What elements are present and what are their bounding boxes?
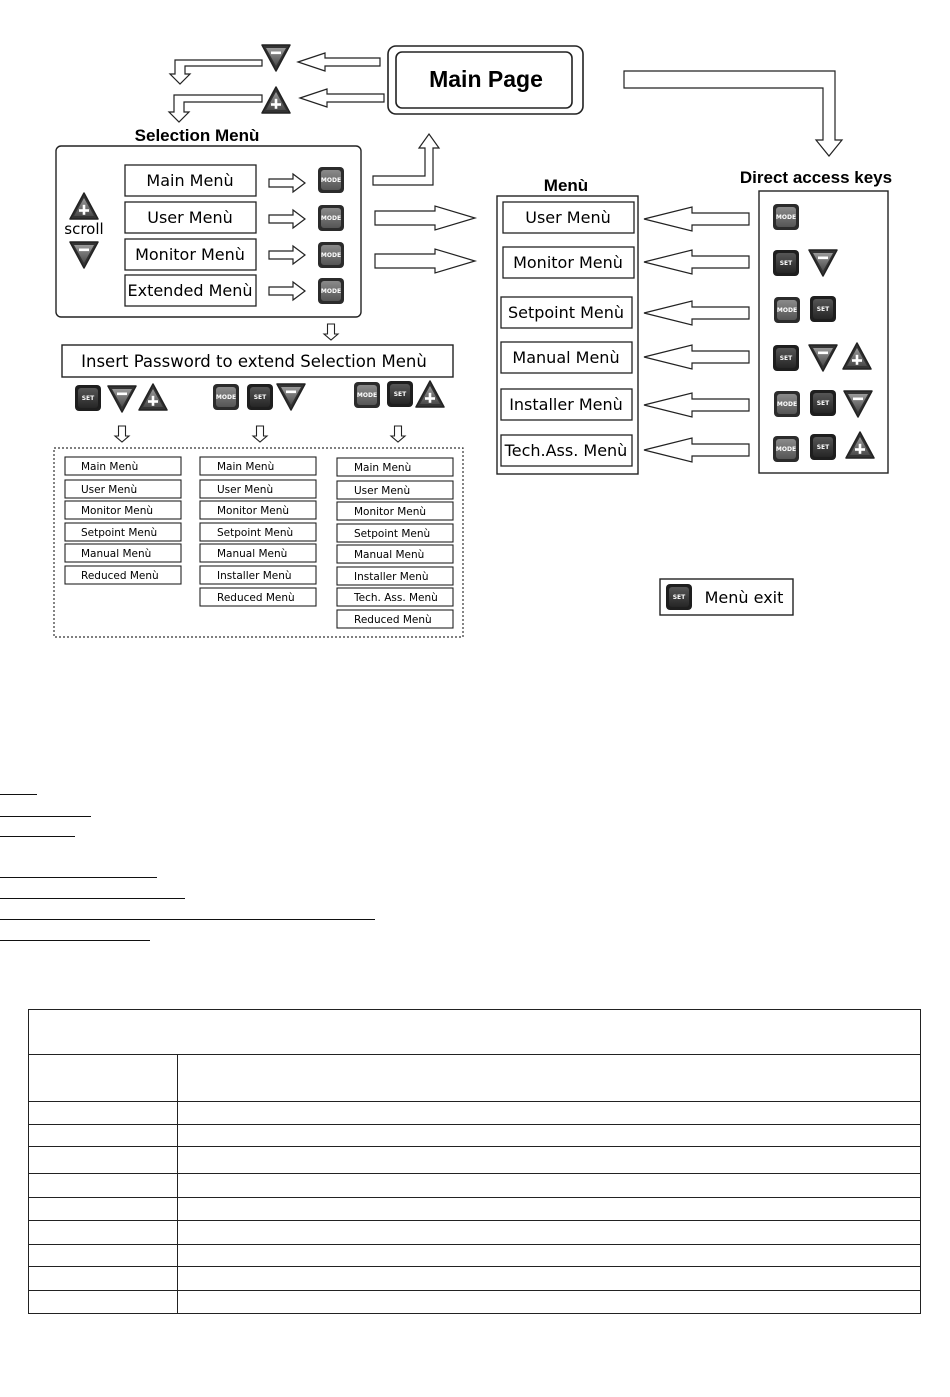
table-cell [178, 1244, 921, 1267]
svg-text:SET: SET [816, 400, 830, 407]
svg-text:Main Menù: Main Menù [217, 461, 275, 473]
mode-key-icon [773, 436, 799, 462]
set-key-icon [773, 250, 799, 276]
mode-key-icon [774, 391, 800, 417]
menu-title: Menù [543, 176, 589, 195]
table-cell [178, 1147, 921, 1174]
svg-text:MODE: MODE [320, 252, 342, 259]
table-cell [29, 1291, 178, 1314]
table-cell [29, 1101, 178, 1124]
table-row [29, 1124, 921, 1147]
svg-text:Extended Menù: Extended Menù [127, 281, 253, 300]
table-row [29, 1267, 921, 1291]
mode-key-icon [774, 297, 800, 323]
mode-key-icon [318, 278, 344, 304]
table-cell [29, 1198, 178, 1221]
table-cell [178, 1124, 921, 1147]
svg-text:MODE: MODE [775, 214, 797, 221]
svg-text:MODE: MODE [775, 446, 797, 453]
password-box [62, 345, 453, 377]
selection-menu-title: Selection Menù [134, 126, 260, 145]
table-cell [29, 1055, 178, 1102]
svg-text:SET: SET [253, 394, 267, 401]
svg-text:MODE: MODE [215, 394, 237, 401]
svg-text:Installer Menù: Installer Menù [354, 571, 429, 583]
mode-key-icon [213, 384, 239, 410]
svg-text:MODE: MODE [320, 288, 342, 295]
svg-text:Installer Menù: Installer Menù [217, 570, 292, 582]
svg-text:Monitor Menù: Monitor Menù [354, 506, 427, 518]
table-cell [29, 1267, 178, 1291]
direct-keys-title: Direct access keys [739, 168, 893, 187]
svg-text:Monitor Menù: Monitor Menù [513, 253, 623, 272]
elbow-arrow-to-main [373, 134, 439, 185]
svg-text:MODE: MODE [320, 177, 342, 184]
table-row [29, 1147, 921, 1174]
mode-key-icon [773, 204, 799, 230]
table-cell [178, 1055, 921, 1102]
main-page-label: Main Page [429, 66, 543, 92]
scroll-label: scroll [64, 220, 104, 238]
mode-key-icon [318, 205, 344, 231]
svg-text:Setpoint Menù: Setpoint Menù [507, 303, 625, 322]
arrow-down-list-1 [115, 426, 129, 442]
table-cell [178, 1267, 921, 1291]
extended-list-2 [200, 457, 316, 606]
selection-item-extended [125, 275, 256, 306]
menu-box [497, 196, 638, 474]
svg-text:Manual Menù: Manual Menù [81, 548, 152, 560]
svg-text:MODE: MODE [320, 215, 342, 222]
svg-text:Setpoint Menù: Setpoint Menù [217, 527, 294, 539]
set-key-icon [810, 296, 836, 322]
menu-item-tech-ass [501, 435, 632, 466]
menu-item-installer [501, 389, 632, 420]
table-cell [29, 1174, 178, 1198]
extended-list-1 [65, 457, 181, 584]
svg-text:Main Menù: Main Menù [146, 171, 234, 190]
svg-text:SET: SET [779, 355, 793, 362]
mode-key-icon [354, 382, 380, 408]
svg-text:Monitor Menù: Monitor Menù [135, 245, 245, 264]
extended-list-3 [337, 458, 453, 628]
svg-text:Setpoint Menù: Setpoint Menù [81, 527, 158, 539]
selection-item-user [125, 202, 256, 233]
minus-key-icon [277, 384, 305, 410]
svg-text:SET: SET [672, 594, 686, 601]
underline-bar [0, 940, 150, 941]
svg-text:Manual Menù: Manual Menù [354, 549, 425, 561]
arrow-main-to-minus [298, 53, 380, 71]
selection-item-monitor [125, 239, 256, 270]
menu-exit-label: Menù exit [704, 588, 784, 607]
svg-text:Monitor Menù: Monitor Menù [217, 505, 290, 517]
set-key-icon [773, 345, 799, 371]
table-cell [29, 1147, 178, 1174]
svg-text:Main Menù: Main Menù [354, 462, 412, 474]
underline-bar [0, 898, 185, 899]
underline-bar [0, 836, 75, 837]
set-key-icon [75, 385, 101, 411]
table-row [29, 1174, 921, 1198]
table-cell [178, 1291, 921, 1314]
menu-structure-diagram [0, 0, 950, 660]
underline-bar [0, 877, 157, 878]
mode-key-icon [318, 167, 344, 193]
table-row [29, 1198, 921, 1221]
selection-item-main [125, 165, 256, 196]
table-row [29, 1055, 921, 1102]
underline-bar [0, 794, 37, 795]
svg-text:SET: SET [816, 444, 830, 451]
arrow-key-to-setpoint [644, 301, 749, 325]
svg-text:SET: SET [81, 395, 95, 402]
main-page-box [388, 46, 583, 114]
svg-text:SET: SET [393, 391, 407, 398]
empty-table [28, 1009, 921, 1314]
menu-item-user [503, 202, 634, 233]
svg-text:Tech.Ass. Menù: Tech.Ass. Menù [504, 441, 628, 460]
underline-bar [0, 816, 91, 817]
svg-text:User Menù: User Menù [525, 208, 611, 227]
set-key-icon [247, 384, 273, 410]
arrow-main-to-plus [300, 89, 384, 107]
minus-key-icon [108, 386, 136, 412]
arrow-key-to-user [644, 207, 749, 231]
direct-keys-box [759, 191, 888, 473]
arrow-key-to-manual [644, 345, 749, 369]
svg-text:MODE: MODE [776, 307, 798, 314]
elbow-arrow-plus [169, 95, 262, 122]
table-cell [29, 1010, 921, 1055]
arrow-down-list-3 [391, 426, 405, 442]
menu-exit-box [660, 579, 793, 615]
svg-text:Reduced Menù: Reduced Menù [217, 592, 295, 604]
set-key-icon [810, 390, 836, 416]
table-row [29, 1220, 921, 1244]
table-row [29, 1244, 921, 1267]
elbow-arrow-to-direct-keys [624, 71, 842, 156]
table-row [29, 1101, 921, 1124]
menu-item-monitor [503, 247, 634, 278]
svg-text:Installer Menù: Installer Menù [509, 395, 623, 414]
arrow-to-password [324, 324, 338, 340]
mode-key-icon [318, 242, 344, 268]
table-cell [178, 1174, 921, 1198]
svg-text:MODE: MODE [776, 401, 798, 408]
svg-text:Monitor Menù: Monitor Menù [81, 505, 154, 517]
arrow-to-user-menu [375, 206, 475, 230]
table-header-row [29, 1010, 921, 1055]
svg-text:MODE: MODE [356, 392, 378, 399]
arrow-key-to-tech-ass [644, 438, 749, 462]
arrow-key-to-installer [644, 393, 749, 417]
svg-text:Reduced Menù: Reduced Menù [81, 570, 159, 582]
plus-key-icon [139, 384, 167, 410]
set-key-icon [387, 381, 413, 407]
menu-item-setpoint [501, 297, 632, 328]
underline-bar [0, 919, 375, 920]
table-cell [29, 1220, 178, 1244]
svg-text:SET: SET [816, 306, 830, 313]
menu-item-manual [501, 342, 632, 373]
arrow-down-list-2 [253, 426, 267, 442]
svg-text:Manual Menù: Manual Menù [217, 548, 288, 560]
svg-text:User Menù: User Menù [81, 484, 138, 496]
table-cell [29, 1124, 178, 1147]
minus-key-icon [262, 45, 290, 71]
plus-key-icon [416, 381, 444, 407]
table-cell [178, 1220, 921, 1244]
arrow-key-to-monitor [644, 250, 749, 274]
svg-text:Main Menù: Main Menù [81, 461, 139, 473]
svg-text:User Menù: User Menù [354, 485, 411, 497]
svg-text:Reduced Menù: Reduced Menù [354, 614, 432, 626]
table-cell [178, 1101, 921, 1124]
plus-key-icon [262, 87, 290, 113]
svg-text:User Menù: User Menù [147, 208, 233, 227]
table-cell [178, 1198, 921, 1221]
svg-text:Tech. Ass. Menù: Tech. Ass. Menù [354, 592, 438, 604]
set-key-icon [810, 434, 836, 460]
password-label: Insert Password to extend Selection Menù [81, 352, 427, 371]
svg-text:Setpoint Menù: Setpoint Menù [354, 528, 431, 540]
arrow-to-monitor-menu [375, 249, 475, 273]
svg-text:Manual Menù: Manual Menù [512, 348, 620, 367]
table-row [29, 1291, 921, 1314]
svg-text:SET: SET [779, 260, 793, 267]
svg-text:User Menù: User Menù [217, 484, 274, 496]
table-cell [29, 1244, 178, 1267]
elbow-arrow-minus [170, 60, 262, 84]
